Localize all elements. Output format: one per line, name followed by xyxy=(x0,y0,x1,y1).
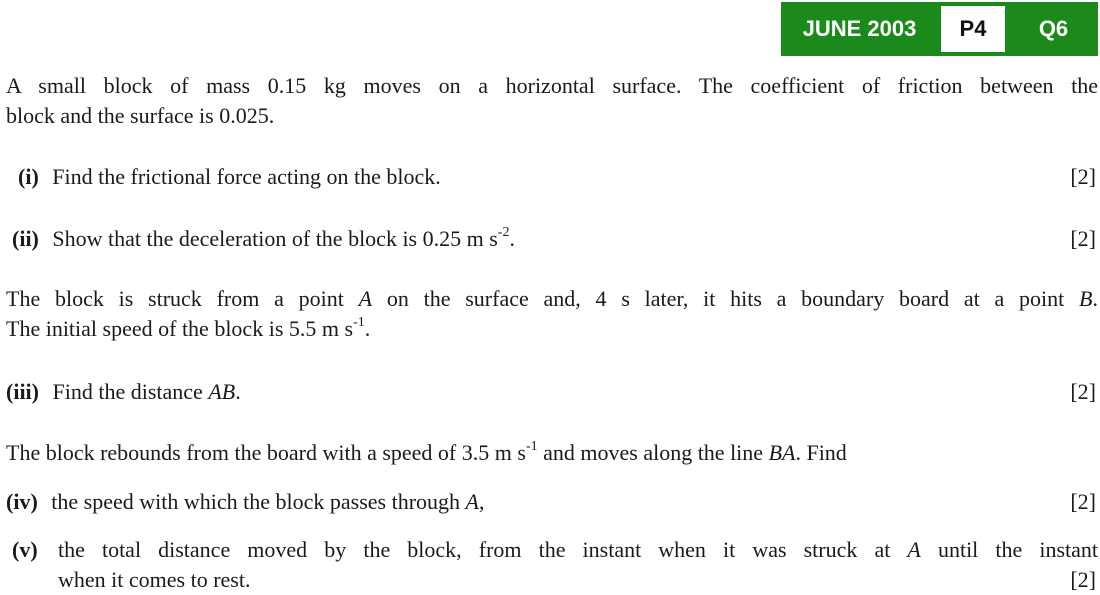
rebound-paragraph: The block rebounds from the board with a speed of 3.5 m $s^{-1}$ and moves along the line BA. Find xyxy=(6,439,847,465)
question-number-label: Q6 xyxy=(1038,16,1069,41)
intro-line-2: block and the surface is 0.025. xyxy=(6,103,275,128)
unit-exponent: -2 xyxy=(497,225,510,240)
part-marks: [2] xyxy=(1070,489,1096,514)
question-part-v xyxy=(12,535,1098,595)
intro-line-1: A small block of mass 0.15 kg moves on a horizontal surface. The coefficient of friction between the xyxy=(6,73,1098,98)
part-marks: [2] xyxy=(1070,567,1096,592)
unit-exponent: -1 xyxy=(525,439,538,454)
question-part-ii xyxy=(12,224,1098,258)
part-number: (ii) xyxy=(12,226,39,251)
question-reference-tag xyxy=(781,2,1098,56)
part-text: Find the distance AB. xyxy=(52,379,241,404)
part-marks: [2] xyxy=(1070,164,1096,189)
part-marks: [2] xyxy=(1070,226,1096,251)
intro-paragraph xyxy=(6,71,1098,131)
part-text: Find the frictional force acting on the block. xyxy=(52,164,441,189)
question-part-iv xyxy=(6,487,1098,517)
part-number: (v) xyxy=(12,537,38,562)
part-text: Show that the deceleration of the block is 0.25 m $s^{-2}$. xyxy=(52,225,515,251)
part-marks: [2] xyxy=(1070,379,1096,404)
struck-line-2: The initial speed of the block is 5.5 m $s^{-1}$. xyxy=(6,315,371,341)
part-text-line-2: when it comes to rest. xyxy=(58,567,251,592)
exam-session-label: JUNE 2003 xyxy=(802,16,917,41)
struck-paragraph xyxy=(6,284,1098,348)
part-text: the speed with which the block passes through A, xyxy=(51,489,485,514)
question-part-iii xyxy=(6,377,1098,407)
part-number: (iv) xyxy=(6,489,38,514)
part-number: (i) xyxy=(18,164,39,189)
question-part-i xyxy=(18,162,1098,192)
part-number: (iii) xyxy=(6,379,39,404)
paper-label: P4 xyxy=(941,6,1005,52)
struck-line-1: The block is struck from a point A on the surface and, 4 s later, it hits a boundary board at a point B. xyxy=(6,286,1098,311)
part-text-line-1: the total distance moved by the block, from the instant when it was struck at A until the instant xyxy=(58,537,1098,562)
unit-exponent: -1 xyxy=(353,315,365,330)
